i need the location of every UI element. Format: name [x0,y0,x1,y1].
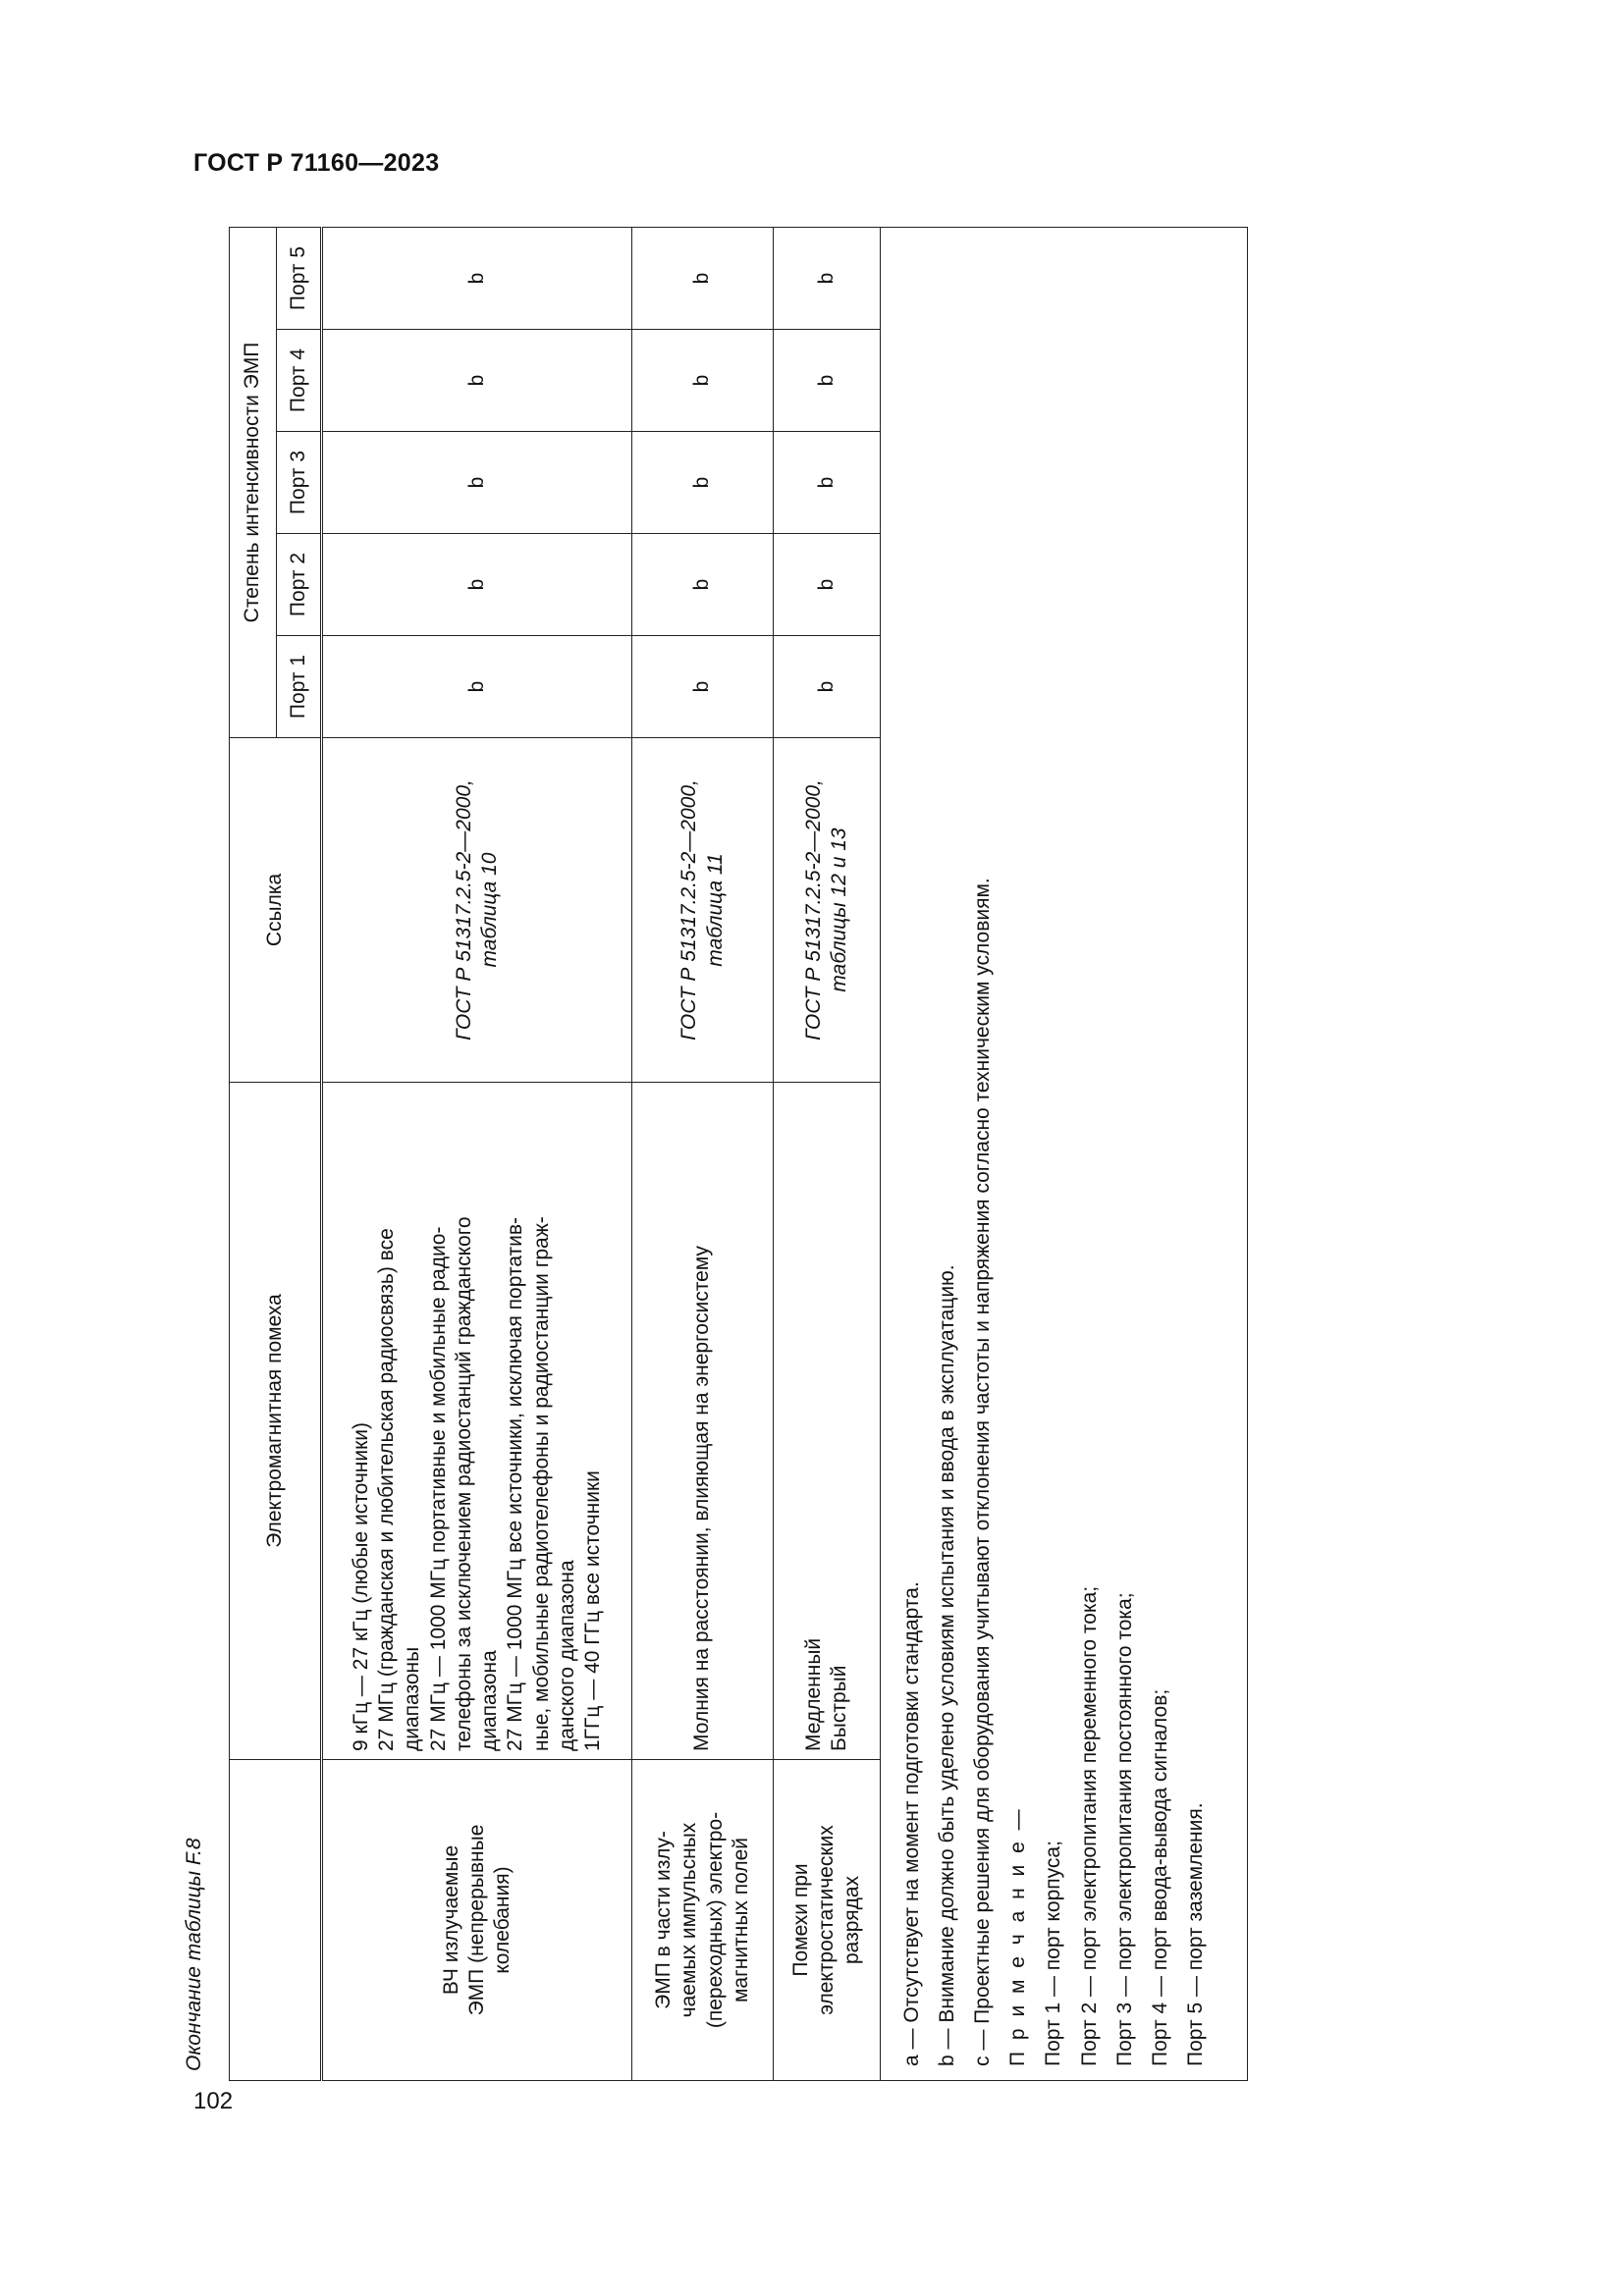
header-reference: Ссылка [230,738,322,1083]
header-spacer [230,1760,322,2081]
port-value: b [774,534,881,636]
table-notes [881,227,1248,2080]
row-description: Молния на расстоянии, влияющая на энергосистему [632,1083,774,1760]
port-value: b [322,227,632,329]
header-port-5: Порт 5 [277,227,322,329]
row-description: 9 кГц — 27 кГц (любые источники) 27 МГц (гражданская и любительская радиосвязь) все диапазоны 27 МГц — 1000 МГц портативные и мобильные радио- телефоны за исключением радиостанций гражданского диапазона 27 МГц — 1000 МГц все источники, исключая портатив- ные, мобильные радиотелефоны и радиостанции граж- данского диапазона 1ГГц — 40 ГГц все источники [322,1083,632,1760]
header-intensity-group: Степень интенсивности ЭМП [230,227,277,737]
table-row [632,227,774,2080]
row-reference: ГОСТ Р 51317.2.5-2—2000, таблица 11 [632,738,774,1083]
row-category: ВЧ излучаемые ЭМП (непрерывные колебания) [322,1760,632,2081]
row-category: Помехи при электростатических разрядах [774,1760,881,2081]
header-port-4: Порт 4 [277,330,322,432]
row-reference: ГОСТ Р 51317.2.5-2—2000, таблицы 12 и 13 [774,738,881,1083]
row-description: Медленный Быстрый [774,1083,881,1760]
note-port: Порт 2 — порт электропитания переменного тока; [1077,1585,1101,2066]
port-value: b [322,636,632,738]
port-value: b [632,227,774,329]
header-port-1: Порт 1 [277,636,322,738]
row-reference: ГОСТ Р 51317.2.5-2—2000, таблица 10 [322,738,632,1083]
note-port: Порт 5 — порт заземления. [1183,1802,1207,2066]
header-row-1 [230,227,277,2080]
document-id: ГОСТ Р 71160—2023 [193,149,440,177]
port-value: b [632,330,774,432]
header-interference: Электромагнитная помеха [230,1083,322,1760]
table-row [774,227,881,2080]
port-value: b [774,227,881,329]
note-a: a — Отсутствует на момент подготовки стандарта. [900,1581,923,2066]
port-value: b [322,432,632,534]
header-port-2: Порт 2 [277,534,322,636]
port-value: b [774,330,881,432]
note-port: Порт 1 — порт корпуса; [1042,1841,1065,2066]
page-number: 102 [193,2088,234,2114]
port-value: b [632,534,774,636]
note-b: b — Внимание должно быть уделено условиям испытания и ввода в эксплуатацию. [936,1264,959,2066]
note-heading: П р и м е ч а н и е — [1006,1806,1030,2066]
note-port: Порт 3 — порт электропитания постоянного тока; [1112,1592,1136,2066]
port-value: b [322,534,632,636]
port-value: b [632,432,774,534]
notes-row [881,227,1248,2080]
table-row [322,227,632,2080]
emc-table [229,227,1248,2081]
port-value: b [322,330,632,432]
rotated-table-container [229,228,1248,2081]
port-value: b [774,432,881,534]
note-c: c — Проектные решения для оборудования учитывают отклонения частоты и напряжения согласно техническим условиям. [971,878,995,2066]
port-value: b [774,636,881,738]
port-value: b [632,636,774,738]
note-port: Порт 4 — порт ввода-вывода сигналов; [1148,1688,1171,2066]
header-port-3: Порт 3 [277,432,322,534]
row-category: ЭМП в части излу- чаемых импульсных (переходных) электро- магнитных полей [632,1760,774,2081]
